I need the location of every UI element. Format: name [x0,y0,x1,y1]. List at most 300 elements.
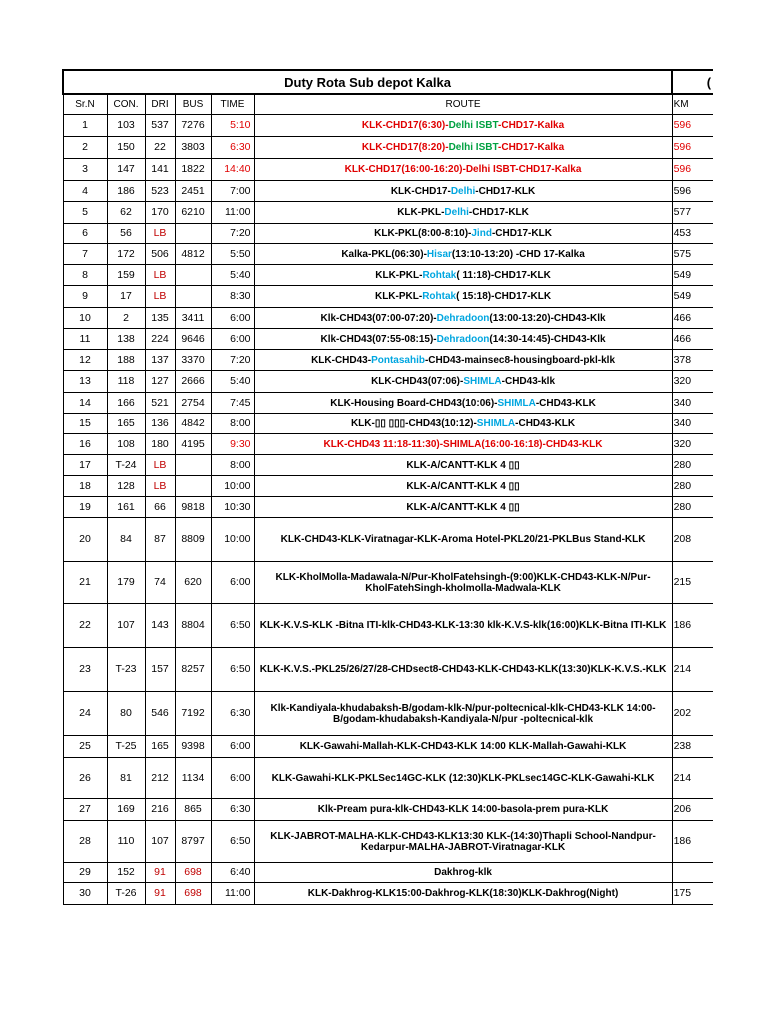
cell-time: 6:00 [211,329,254,350]
route-segment: -CHD43-mainsec8-housingboard-pkl-klk [424,354,616,366]
cell-sr: 11 [63,329,107,350]
cell-time: 8:00 [211,414,254,434]
header-dri: DRI [145,94,175,115]
cell-km: 238 [672,736,713,758]
cell-sr: 15 [63,414,107,434]
cell-time: 7:20 [211,224,254,244]
cell-sr: 8 [63,265,107,286]
cell-bus: 8809 [175,518,211,562]
table-row [63,863,713,883]
route-segment: Rohtak [422,269,457,281]
route-segment: Delhi ISBT [448,142,499,153]
route-segment: SHIMLA [476,418,516,429]
table-row [63,181,713,202]
cell-bus [175,286,211,308]
route-segment: KLK-PKL- [397,207,445,218]
cell-dri: 521 [145,393,175,414]
cell-sr: 16 [63,434,107,455]
route-segment: KLK-Dakhrog-KLK15:00-Dakhrog-KLK(18:30)KLK-Dakhrog(Night) [307,888,619,899]
cell-time: 5:40 [211,265,254,286]
cell-route [254,497,672,518]
cell-time: 7:00 [211,181,254,202]
route-segment: (13:10-13:20) -CHD 17-Kalka [451,248,585,260]
cell-route [254,265,672,286]
cell-con: T-25 [107,736,145,758]
route-segment: -CHD17-KLK [468,207,529,218]
cell-bus: 620 [175,562,211,604]
cell-dri: 170 [145,202,175,224]
header-route: ROUTE [254,94,672,115]
cell-time: 6:30 [211,799,254,821]
cell-con: 108 [107,434,145,455]
cell-km: 280 [672,497,713,518]
duty-rota-sheet [62,69,712,905]
cell-con: 172 [107,244,145,265]
cell-con: 103 [107,115,145,137]
route-segment: KLK-CHD43 11:18-11:30)-SHIMLA(16:00-16:18)-CHD43-KLK [323,438,603,450]
cell-km: 186 [672,604,713,648]
cell-sr: 20 [63,518,107,562]
cell-route [254,434,672,455]
title-row [63,70,713,94]
cell-km: 340 [672,393,713,414]
cell-dri: 143 [145,604,175,648]
cell-dri: 165 [145,736,175,758]
cell-dri: LB [145,224,175,244]
cell-dri: 74 [145,562,175,604]
cell-dri: 212 [145,758,175,799]
cell-route [254,371,672,393]
route-segment: KLK-A/CANTT-KLK 4 ▯▯ [406,480,520,492]
cell-dri: LB [145,265,175,286]
cell-route [254,518,672,562]
cell-dri: 523 [145,181,175,202]
cell-km: 208 [672,518,713,562]
cell-route [254,350,672,371]
table-row [63,434,713,455]
cell-km: 466 [672,329,713,350]
cell-time: 7:20 [211,350,254,371]
cell-dri: 107 [145,821,175,863]
cell-sr: 26 [63,758,107,799]
cell-bus: 4812 [175,244,211,265]
cell-con: 150 [107,137,145,159]
cell-con: 2 [107,308,145,329]
cell-con: 80 [107,692,145,736]
cell-dri: 180 [145,434,175,455]
cell-time: 10:30 [211,497,254,518]
cell-bus [175,224,211,244]
cell-route [254,244,672,265]
cell-route [254,799,672,821]
cell-km: 577 [672,202,713,224]
cell-bus: 3370 [175,350,211,371]
cell-km: 549 [672,265,713,286]
cell-km: 596 [672,181,713,202]
route-segment: Jind [471,228,492,239]
route-segment: -CHD43-klk [501,376,556,387]
cell-time: 8:00 [211,455,254,476]
route-segment: KLK-CHD17(6:30)- [361,120,449,131]
cell-bus: 2666 [175,371,211,393]
duty-rota-table [62,69,713,905]
cell-route [254,562,672,604]
route-segment: Dehradoon [436,312,490,324]
cell-bus: 8804 [175,604,211,648]
route-segment: -CHD17-Kalka [498,120,565,131]
table-row [63,329,713,350]
cell-bus: 9818 [175,497,211,518]
route-segment: Delhi [444,207,469,218]
cell-bus: 3411 [175,308,211,329]
cell-time: 5:10 [211,115,254,137]
table-row [63,883,713,905]
sheet-title: Duty Rota Sub depot Kalka [63,70,672,94]
cell-km: 214 [672,758,713,799]
table-row [63,224,713,244]
cell-km: 186 [672,821,713,863]
cell-time: 6:00 [211,758,254,799]
cell-sr: 18 [63,476,107,497]
cell-route [254,414,672,434]
route-segment: KLK-CHD43- [311,354,372,366]
route-segment: KLK-CHD43-KLK-Viratnagar-KLK-Aroma Hotel-PKL20/21-PKLBus Stand-KLK [280,534,646,545]
table-row [63,648,713,692]
route-segment: Delhi [450,185,476,197]
cell-con: 179 [107,562,145,604]
cell-sr: 21 [63,562,107,604]
cell-km [672,863,713,883]
cell-sr: 19 [63,497,107,518]
cell-bus: 2451 [175,181,211,202]
cell-con: 107 [107,604,145,648]
route-segment: Klk-Pream pura-klk-CHD43-KLK 14:00-basola-prem pura-KLK [317,804,609,815]
cell-km: 280 [672,476,713,497]
table-row [63,350,713,371]
cell-con: 138 [107,329,145,350]
cell-route [254,736,672,758]
route-segment: -CHD17-Kalka [498,142,565,153]
cell-route [254,393,672,414]
cell-con: 186 [107,181,145,202]
cell-route [254,224,672,244]
cell-time: 6:30 [211,137,254,159]
cell-dri: 506 [145,244,175,265]
cell-bus [175,476,211,497]
cell-km: 280 [672,455,713,476]
route-segment: KLK-PKL- [374,291,423,302]
cell-dri: 157 [145,648,175,692]
route-segment: -CHD17-KLK [475,185,536,197]
cell-time: 6:50 [211,604,254,648]
cell-con: T-23 [107,648,145,692]
route-segment: KLK-A/CANTT-KLK 4 ▯▯ [406,501,520,513]
table-row [63,692,713,736]
route-segment: Delhi ISBT [448,120,499,131]
cell-sr: 14 [63,393,107,414]
table-row [63,497,713,518]
table-row [63,455,713,476]
route-segment: Hisar [426,248,452,260]
route-segment: KLK-PKL(8:00-8:10)- [374,228,472,239]
route-segment: Rohtak [422,291,457,302]
route-segment: SHIMLA [463,376,502,387]
header-time: TIME [211,94,254,115]
table-row [63,799,713,821]
cell-sr: 7 [63,244,107,265]
cell-bus: 9646 [175,329,211,350]
cell-bus: 1134 [175,758,211,799]
table-row [63,518,713,562]
cell-bus: 7192 [175,692,211,736]
cell-bus: 7276 [175,115,211,137]
table-row [63,159,713,181]
table-row [63,476,713,497]
route-segment: Dehradoon [436,333,490,345]
cell-time: 6:50 [211,821,254,863]
cell-con: 166 [107,393,145,414]
cell-time: 6:50 [211,648,254,692]
header-sr: Sr.N [63,94,107,115]
route-segment: -CHD43-KLK [535,397,596,409]
cell-bus: 9398 [175,736,211,758]
cell-dri: 224 [145,329,175,350]
cell-bus: 865 [175,799,211,821]
cell-sr: 28 [63,821,107,863]
cell-dri: 135 [145,308,175,329]
route-segment: KLK-Housing Board-CHD43(10:06)- [330,397,498,409]
cell-dri: 216 [145,799,175,821]
cell-dri: 22 [145,137,175,159]
cell-route [254,308,672,329]
route-segment: KLK-CHD17- [390,185,451,197]
cell-dri: 136 [145,414,175,434]
table-row [63,137,713,159]
cell-bus: 8257 [175,648,211,692]
cell-bus: 4842 [175,414,211,434]
cell-sr: 1 [63,115,107,137]
cell-km: 320 [672,371,713,393]
cell-sr: 3 [63,159,107,181]
cell-sr: 12 [63,350,107,371]
title-clip-mark [672,70,713,94]
cell-dri: LB [145,476,175,497]
route-segment: KLK-K.V.S.-PKL25/26/27/28-CHDsect8-CHD43-KLK-CHD43-KLK(13:30)KLK-K.V.S.-KLK [259,664,667,675]
cell-route [254,286,672,308]
cell-sr: 24 [63,692,107,736]
route-segment: KLK-KholMolla-Madawala-N/Pur-KholFatehsingh-(9:00)KLK-CHD43-KLK-N/Pur-KholFatehSingh-kholmolla-Madwala-KLK [275,571,651,594]
route-segment: ( 11:18)-CHD17-KLK [456,269,551,281]
cell-time: 6:00 [211,308,254,329]
cell-dri: LB [145,455,175,476]
table-row [63,414,713,434]
cell-bus: 698 [175,863,211,883]
cell-con: 188 [107,350,145,371]
header-con: CON. [107,94,145,115]
route-segment: KLK-Gawahi-KLK-PKLSec14GC-KLK (12:30)KLK-PKLsec14GC-KLK-Gawahi-KLK [271,772,655,784]
table-row [63,393,713,414]
table-row [63,604,713,648]
table-row [63,286,713,308]
cell-con: 165 [107,414,145,434]
route-segment: Dakhrog-klk [434,867,492,878]
cell-km: 215 [672,562,713,604]
cell-dri: LB [145,286,175,308]
cell-route [254,115,672,137]
table-row [63,308,713,329]
cell-time: 6:00 [211,736,254,758]
cell-con: 84 [107,518,145,562]
cell-route [254,202,672,224]
cell-con: 62 [107,202,145,224]
route-segment: KLK-▯▯ ▯▯▯-CHD43(10:12)- [350,418,477,429]
route-segment: KLK-CHD43(07:06)- [371,376,464,387]
cell-sr: 30 [63,883,107,905]
cell-time: 14:40 [211,159,254,181]
cell-route [254,329,672,350]
cell-dri: 137 [145,350,175,371]
cell-con: 110 [107,821,145,863]
route-segment: KLK-CHD17(8:20)- [361,142,449,153]
cell-con: 56 [107,224,145,244]
cell-time: 6:00 [211,562,254,604]
cell-km: 575 [672,244,713,265]
header-bus: BUS [175,94,211,115]
cell-con: T-26 [107,883,145,905]
cell-route [254,758,672,799]
cell-bus: 1822 [175,159,211,181]
route-segment: (14:30-14:45)-CHD43-Klk [489,333,606,345]
cell-route [254,604,672,648]
route-segment: -CHD17-KLK [491,228,552,239]
route-segment: -CHD43-KLK [515,418,576,429]
table-row [63,202,713,224]
cell-time: 10:00 [211,518,254,562]
route-segment: KLK-Gawahi-Mallah-KLK-CHD43-KLK 14:00 KLK-Mallah-Gawahi-KLK [299,741,627,752]
cell-sr: 17 [63,455,107,476]
route-segment: SHIMLA [497,397,536,409]
table-row [63,265,713,286]
cell-km: 175 [672,883,713,905]
cell-km: 202 [672,692,713,736]
cell-km: 214 [672,648,713,692]
cell-route [254,137,672,159]
cell-route [254,863,672,883]
cell-dri: 127 [145,371,175,393]
route-segment: KLK-K.V.S-KLK -Bitna ITI-klk-CHD43-KLK-13:30 klk-K.V.S-klk(16:00)KLK-Bitna ITI-KLK [259,620,667,631]
cell-sr: 27 [63,799,107,821]
cell-con: T-24 [107,455,145,476]
cell-bus [175,455,211,476]
table-row [63,371,713,393]
cell-km: 596 [672,159,713,181]
cell-dri: 87 [145,518,175,562]
cell-bus: 2754 [175,393,211,414]
cell-dri: 141 [145,159,175,181]
cell-con: 147 [107,159,145,181]
cell-route [254,821,672,863]
route-segment: Klk-CHD43(07:00-07:20)- [320,312,437,324]
cell-sr: 23 [63,648,107,692]
table-row [63,115,713,137]
cell-sr: 13 [63,371,107,393]
table-row [63,244,713,265]
cell-km: 340 [672,414,713,434]
cell-con: 169 [107,799,145,821]
cell-time: 5:50 [211,244,254,265]
cell-route [254,692,672,736]
cell-con: 152 [107,863,145,883]
cell-route [254,648,672,692]
header-km: KM [672,94,713,115]
cell-dri: 537 [145,115,175,137]
cell-km: 453 [672,224,713,244]
cell-route [254,455,672,476]
cell-dri: 546 [145,692,175,736]
cell-bus: 4195 [175,434,211,455]
cell-km: 378 [672,350,713,371]
route-segment: KLK-PKL- [375,269,423,281]
cell-sr: 22 [63,604,107,648]
cell-con: 159 [107,265,145,286]
route-segment: ( 15:18)-CHD17-KLK [456,291,552,302]
cell-sr: 29 [63,863,107,883]
cell-route [254,159,672,181]
cell-km: 596 [672,115,713,137]
cell-sr: 2 [63,137,107,159]
cell-bus: 8797 [175,821,211,863]
cell-con: 118 [107,371,145,393]
header-row [63,94,713,115]
title-clip-text: ( [706,74,712,90]
cell-bus: 6210 [175,202,211,224]
cell-km: 466 [672,308,713,329]
cell-bus: 698 [175,883,211,905]
route-segment: (13:00-13:20)-CHD43-Klk [489,312,606,324]
table-row [63,736,713,758]
cell-con: 81 [107,758,145,799]
cell-time: 11:00 [211,883,254,905]
cell-route [254,181,672,202]
route-segment: KLK-CHD17(16:00-16:20)-Delhi ISBT-CHD17-Kalka [344,164,582,175]
route-segment: KLK-JABROT-MALHA-KLK-CHD43-KLK13:30 KLK-(14:30)Thapli School-Nandpur-Kedarpur-MALHA-JABROT-Viratnagar-KLK [270,830,656,853]
cell-time: 5:40 [211,371,254,393]
cell-sr: 10 [63,308,107,329]
cell-sr: 4 [63,181,107,202]
cell-bus: 3803 [175,137,211,159]
cell-time: 8:30 [211,286,254,308]
cell-bus [175,265,211,286]
cell-sr: 6 [63,224,107,244]
cell-km: 206 [672,799,713,821]
cell-sr: 25 [63,736,107,758]
route-segment: Klk-CHD43(07:55-08:15)- [320,333,437,345]
cell-con: 17 [107,286,145,308]
cell-dri: 91 [145,883,175,905]
cell-con: 128 [107,476,145,497]
cell-sr: 9 [63,286,107,308]
route-segment: Klk-Kandiyala-khudabaksh-B/godam-klk-N/pur-poltecnical-klk-CHD43-KLK 14:00-B/godam-khudabaksh-Kandiyala-N/pur -poltecnical-klk [270,702,656,725]
cell-time: 6:30 [211,692,254,736]
cell-route [254,476,672,497]
cell-sr: 5 [63,202,107,224]
route-segment: KLK-A/CANTT-KLK 4 ▯▯ [406,459,520,471]
table-row [63,821,713,863]
table-row [63,758,713,799]
cell-time: 6:40 [211,863,254,883]
cell-time: 11:00 [211,202,254,224]
cell-km: 320 [672,434,713,455]
